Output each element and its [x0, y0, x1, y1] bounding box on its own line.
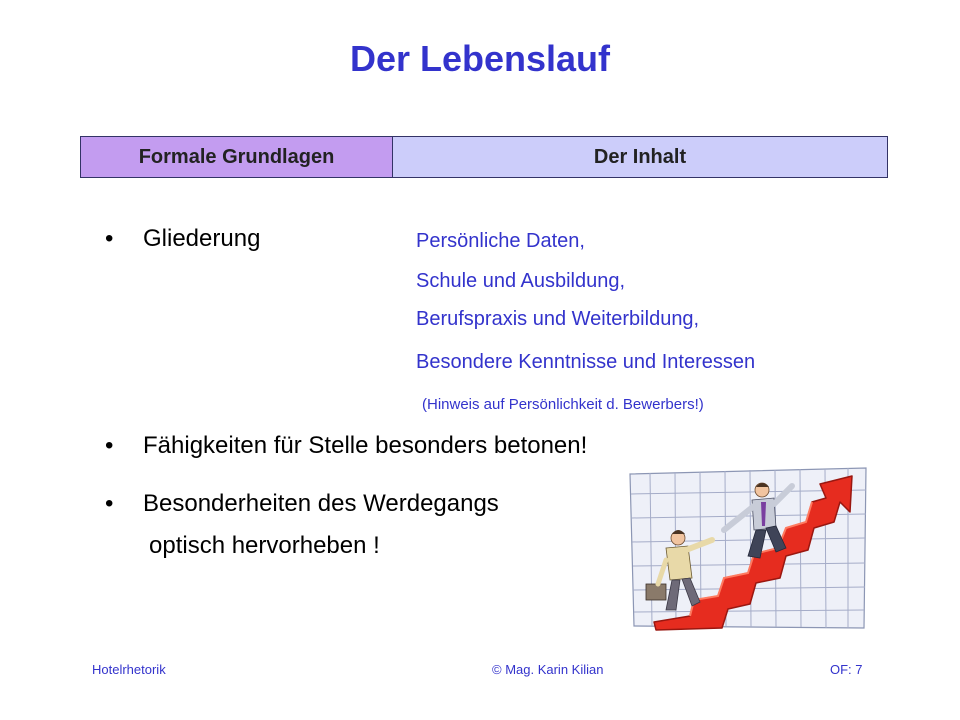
bullet-besonderheiten-line2: [149, 532, 380, 560]
footer-left: Hotelrhetorik: [92, 662, 166, 677]
gliederung-item-personal-data: Persönliche Daten,: [416, 230, 585, 252]
bullet-symbol: •: [105, 225, 114, 252]
footer-page-number: OF: 7: [830, 662, 863, 677]
bullet-text: Gliederung: [143, 225, 261, 252]
section-tab-bar: [80, 136, 888, 178]
bullet-text-line2: optisch hervorheben !: [149, 532, 380, 559]
footer-center: © Mag. Karin Kilian: [492, 662, 604, 677]
tab-der-inhalt[interactable]: Der Inhalt: [393, 137, 887, 177]
tab-formale-grundlagen[interactable]: Formale Grundlagen: [81, 137, 393, 177]
gliederung-note: (Hinweis auf Persönlichkeit d. Bewerbers!): [422, 396, 704, 413]
bullet-symbol: •: [105, 432, 114, 459]
gliederung-item-skills: Besondere Kenntnisse und Interessen: [416, 351, 756, 373]
bullet-symbol: •: [105, 490, 114, 517]
gliederung-item-work: Berufspraxis und Weiterbildung,: [416, 308, 700, 330]
slide-title: Der Lebenslauf: [349, 38, 611, 79]
bullet-text: Fähigkeiten für Stelle besonders betonen!: [143, 432, 588, 459]
bullet-text-line1: Besonderheiten des Werdegangs: [143, 490, 499, 517]
gliederung-item-school: Schule und Ausbildung,: [416, 270, 626, 292]
career-stairs-illustration: [620, 460, 870, 632]
